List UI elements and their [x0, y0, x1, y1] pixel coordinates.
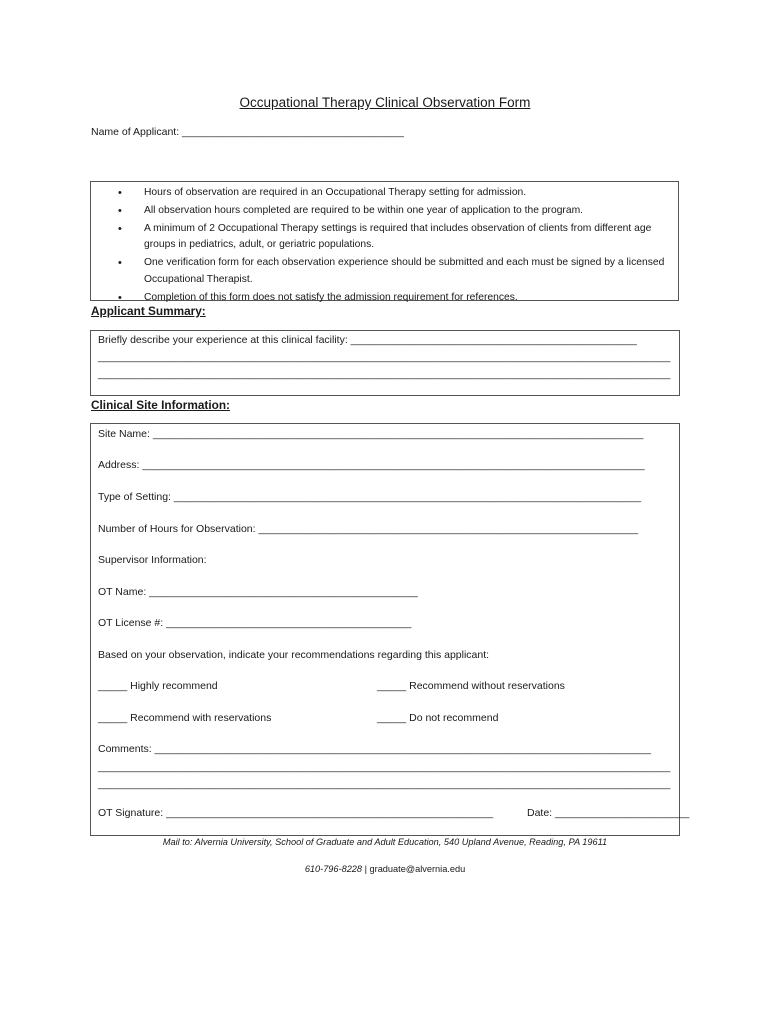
ot-license-field[interactable]: OT License #: __________________________________________: [98, 617, 412, 629]
bullet-icon: •: [118, 204, 122, 217]
applicant-summary-box: [90, 330, 680, 396]
supervisor-info-label: Supervisor Information:: [98, 554, 207, 566]
requirement-item: [91, 185, 678, 202]
bullet-icon: •: [118, 187, 122, 199]
experience-description-line[interactable]: __________________________________________________________________________________________________: [98, 368, 671, 380]
phone-number: 610-796-8228: [304, 864, 363, 874]
experience-description-line[interactable]: __________________________________________________________________________________________________: [98, 351, 671, 363]
requirements-box: [90, 181, 679, 304]
comments-line[interactable]: __________________________________________________________________________________________________: [98, 778, 671, 790]
requirement-text: A minimum of 2 Occupational Therapy settings is required that includes observation of clients from different age groups in pediatrics, adult, or geriatric populations.: [144, 222, 652, 251]
highly-recommend-option[interactable]: _____ Highly recommend: [98, 680, 218, 692]
requirement-item: [91, 255, 678, 288]
recommendation-prompt: Based on your observation, indicate your recommendations regarding this applicant:: [98, 649, 490, 661]
applicant-name-field[interactable]: Name of Applicant: ______________________________________: [91, 126, 404, 138]
applicant-summary-heading: Applicant Summary:: [91, 304, 206, 318]
requirement-text: One verification form for each observation experience should be submitted and each must be signed by a licensed Occupational Therapist.: [144, 257, 665, 285]
requirements-list: [91, 185, 678, 307]
requirement-text: Completion of this form does not satisfy the admission requirement for references.: [144, 291, 518, 303]
bullet-icon: •: [118, 222, 122, 235]
email-address[interactable]: graduate@alvernia.edu: [369, 864, 466, 874]
ot-name-field[interactable]: OT Name: ______________________________________________: [98, 586, 418, 598]
do-not-recommend-option[interactable]: _____ Do not recommend: [377, 712, 499, 724]
experience-description-field[interactable]: Briefly describe your experience at this clinical facility: _________________________________________________: [98, 334, 637, 346]
contact-separator: |: [362, 864, 370, 874]
hours-field[interactable]: Number of Hours for Observation: _________________________________________________________________: [98, 523, 639, 535]
bullet-icon: •: [118, 257, 122, 270]
clinical-site-heading: Clinical Site Information:: [91, 398, 230, 412]
contact-info: [0, 864, 770, 874]
date-field[interactable]: Date: _______________________: [527, 807, 690, 819]
recommend-with-reservations-option[interactable]: _____ Recommend with reservations: [98, 712, 272, 724]
requirement-text: Hours of observation are required in an Occupational Therapy setting for admission.: [144, 187, 527, 198]
requirement-text: All observation hours completed are required to be within one year of application to the program.: [144, 204, 584, 216]
address-field[interactable]: Address: ______________________________________________________________________________________: [98, 459, 645, 471]
mailing-address: Mail to: Alvernia University, School of Graduate and Adult Education, 540 Upland Avenue, Reading, PA 19611: [162, 837, 608, 847]
requirement-item: [91, 221, 678, 254]
comments-line[interactable]: __________________________________________________________________________________________________: [98, 761, 671, 773]
bullet-icon: •: [118, 291, 122, 304]
recommend-without-reservations-option[interactable]: _____ Recommend without reservations: [377, 680, 565, 692]
page-title: Occupational Therapy Clinical Observation Form: [239, 95, 531, 110]
requirement-item: [91, 203, 678, 220]
ot-signature-field[interactable]: OT Signature: ________________________________________________________: [98, 807, 494, 819]
type-of-setting-field[interactable]: Type of Setting: ________________________________________________________________________________: [98, 491, 642, 503]
clinical-site-box: [90, 423, 690, 836]
site-name-field[interactable]: Site Name: ____________________________________________________________________________________: [98, 428, 644, 440]
comments-field[interactable]: Comments: _____________________________________________________________________________________: [98, 743, 651, 755]
